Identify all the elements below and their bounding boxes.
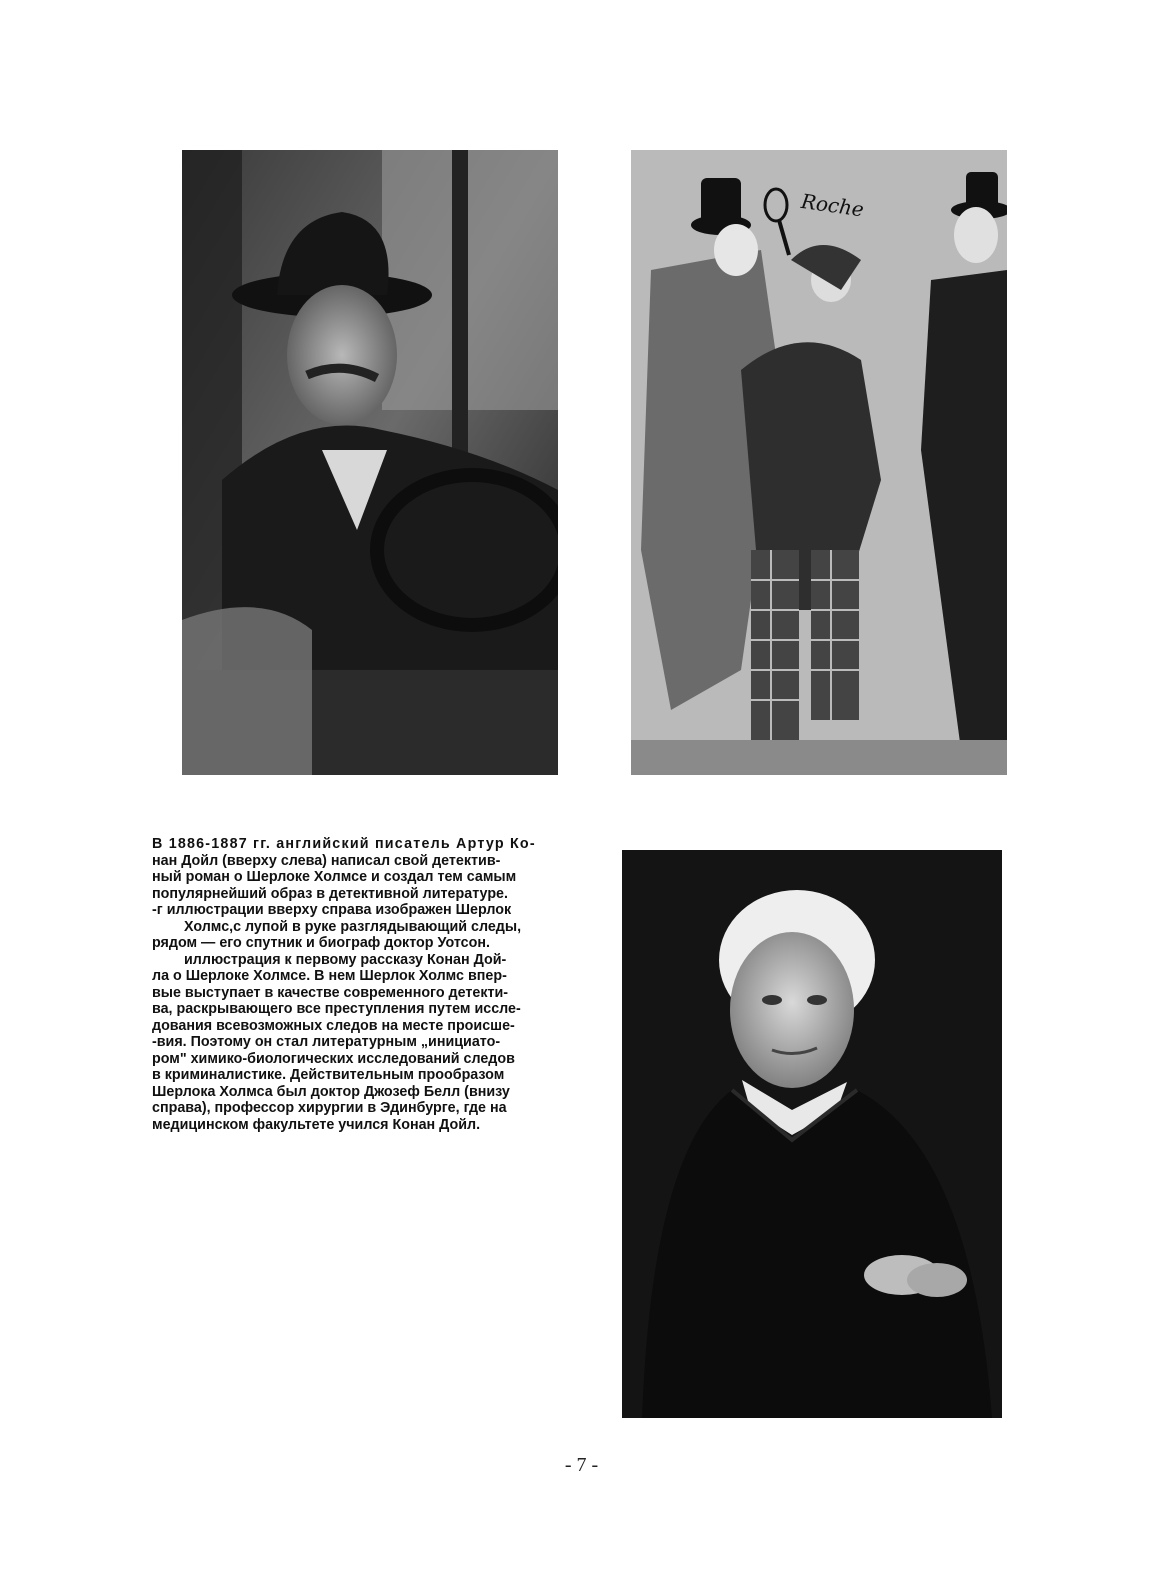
page-number: - 7 -	[564, 1454, 599, 1476]
photo-conan-doyle-image	[182, 150, 558, 775]
caption-line: Холмс,с лупой в руке разглядывающий следы,	[184, 918, 522, 935]
caption-line: ла о Шерлоке Холмсе. В нем Шерлок Холмс впер-	[152, 968, 507, 984]
illustration-holmes-magnifier	[631, 150, 1007, 775]
caption-line: Шерлока Холмса был доктор Джозеф Белл (внизу	[152, 1083, 510, 1100]
caption-line: вые выступает в качестве современного детекти-	[152, 984, 509, 1001]
caption-line: ва, раскрывающего все преступления путем иссле-	[152, 1001, 521, 1017]
photo-joseph-bell-image	[622, 850, 1002, 1418]
caption-line: популярнейший образ в детективной литературе.	[152, 885, 508, 902]
photo-conan-doyle	[182, 150, 558, 775]
caption-line: В 1886-1887 гг. английский писатель Артур Ко-	[152, 836, 536, 852]
caption-line: рядом — его спутник и биограф доктор Уотсон.	[152, 935, 490, 951]
wall-inscription: Roche	[799, 188, 866, 222]
illustration-holmes-image	[631, 150, 1007, 775]
caption-line: -г иллюстрации вверху справа изображен Шерлок	[152, 902, 512, 918]
caption-line: ром" химико-биологических исследований следов	[152, 1050, 515, 1067]
caption-line: справа), профессор хирургии в Эдинбурге, где на	[152, 1100, 507, 1116]
caption-line: медицинском факультете учился Конан Дойл.	[152, 1116, 481, 1133]
caption-line: дования всевозможных следов на месте происше-	[152, 1017, 515, 1034]
caption-line: иллюстрация к первому рассказу Конан Дой-	[184, 951, 507, 968]
photo-joseph-bell	[622, 850, 1002, 1418]
caption-line: ный роман о Шерлоке Холмсе и создал тем самым	[152, 869, 517, 885]
caption-line: нан Дойл (вверху слева) написал свой детектив-	[152, 852, 501, 869]
caption-line: в криминалистике. Действительным прообразом	[152, 1067, 505, 1083]
caption-text	[152, 836, 578, 1133]
caption-line: -вия. Поэтому он стал литературным „инициато-	[152, 1034, 501, 1050]
